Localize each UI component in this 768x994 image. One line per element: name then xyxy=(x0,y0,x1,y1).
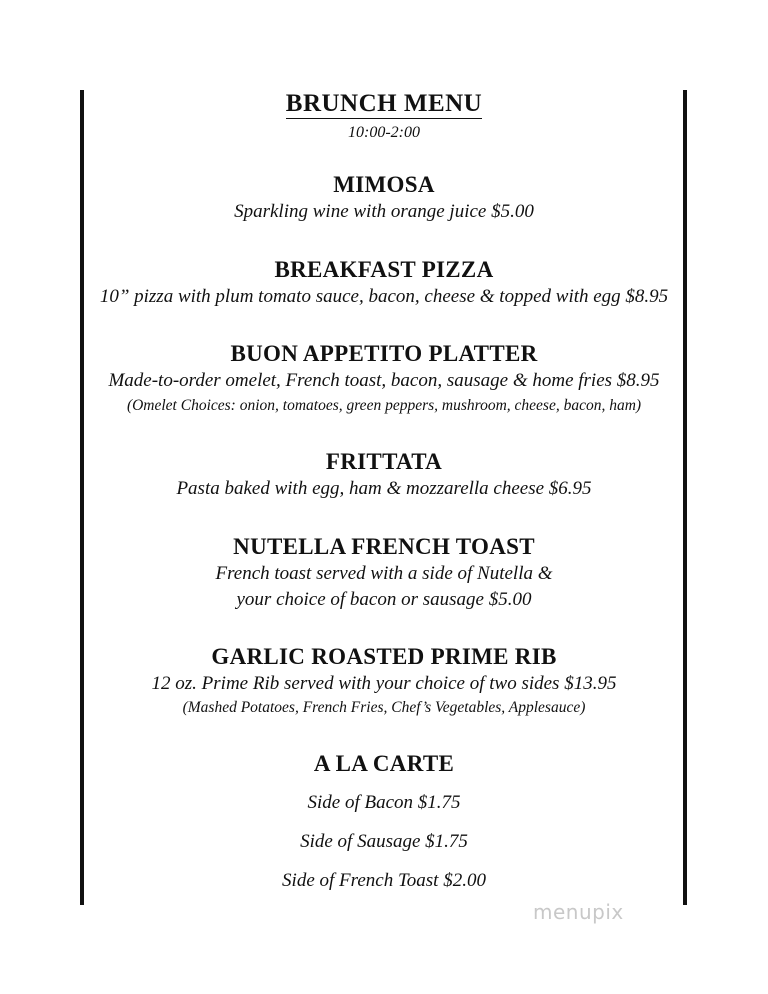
section-desc-breakfast-pizza: 10” pizza with plum tomato sauce, bacon, cheese & topped with egg $8.95 xyxy=(99,286,669,307)
a-la-carte-item-sausage: Side of Sausage $1.75 xyxy=(300,831,468,852)
menupix-watermark: menupix xyxy=(533,900,624,924)
section-desc-buon-appetito-platter: Made-to-order omelet, French toast, bacon, sausage & home fries $8.95 xyxy=(108,370,660,391)
section-note-buon-appetito-platter: (Omelet Choices: onion, tomatoes, green peppers, mushroom, cheese, bacon, ham) xyxy=(126,397,642,414)
section-desc-frittata: Pasta baked with egg, ham & mozzarella cheese $6.95 xyxy=(176,478,592,499)
section-title-breakfast-pizza: BREAKFAST PIZZA xyxy=(274,257,494,282)
a-la-carte-item-french-toast: Side of French Toast $2.00 xyxy=(282,870,486,891)
section-title-a-la-carte: A LA CARTE xyxy=(313,751,455,776)
section-desc-mimosa: Sparkling wine with orange juice $5.00 xyxy=(234,201,534,222)
menu-hours: 10:00-2:00 xyxy=(348,124,420,141)
section-desc-nutella-french-toast-line-1: French toast served with a side of Nutella & xyxy=(215,563,553,584)
section-title-buon-appetito-platter: BUON APPETITO PLATTER xyxy=(230,341,538,366)
section-title-frittata: FRITTATA xyxy=(325,449,443,474)
section-title-garlic-roasted-prime-rib: GARLIC ROASTED PRIME RIB xyxy=(211,644,557,669)
section-title-mimosa: MIMOSA xyxy=(333,172,435,197)
section-title-nutella-french-toast: NUTELLA FRENCH TOAST xyxy=(233,534,535,559)
menu-title: BRUNCH MENU xyxy=(285,90,483,117)
section-desc-garlic-roasted-prime-rib: 12 oz. Prime Rib served with your choice of two sides $13.95 xyxy=(151,673,617,694)
section-desc-nutella-french-toast-line-2: your choice of bacon or sausage $5.00 xyxy=(236,589,532,610)
section-note-garlic-roasted-prime-rib: (Mashed Potatoes, French Fries, Chef’s Vegetables, Applesauce) xyxy=(182,699,586,716)
a-la-carte-item-bacon: Side of Bacon $1.75 xyxy=(307,792,461,813)
